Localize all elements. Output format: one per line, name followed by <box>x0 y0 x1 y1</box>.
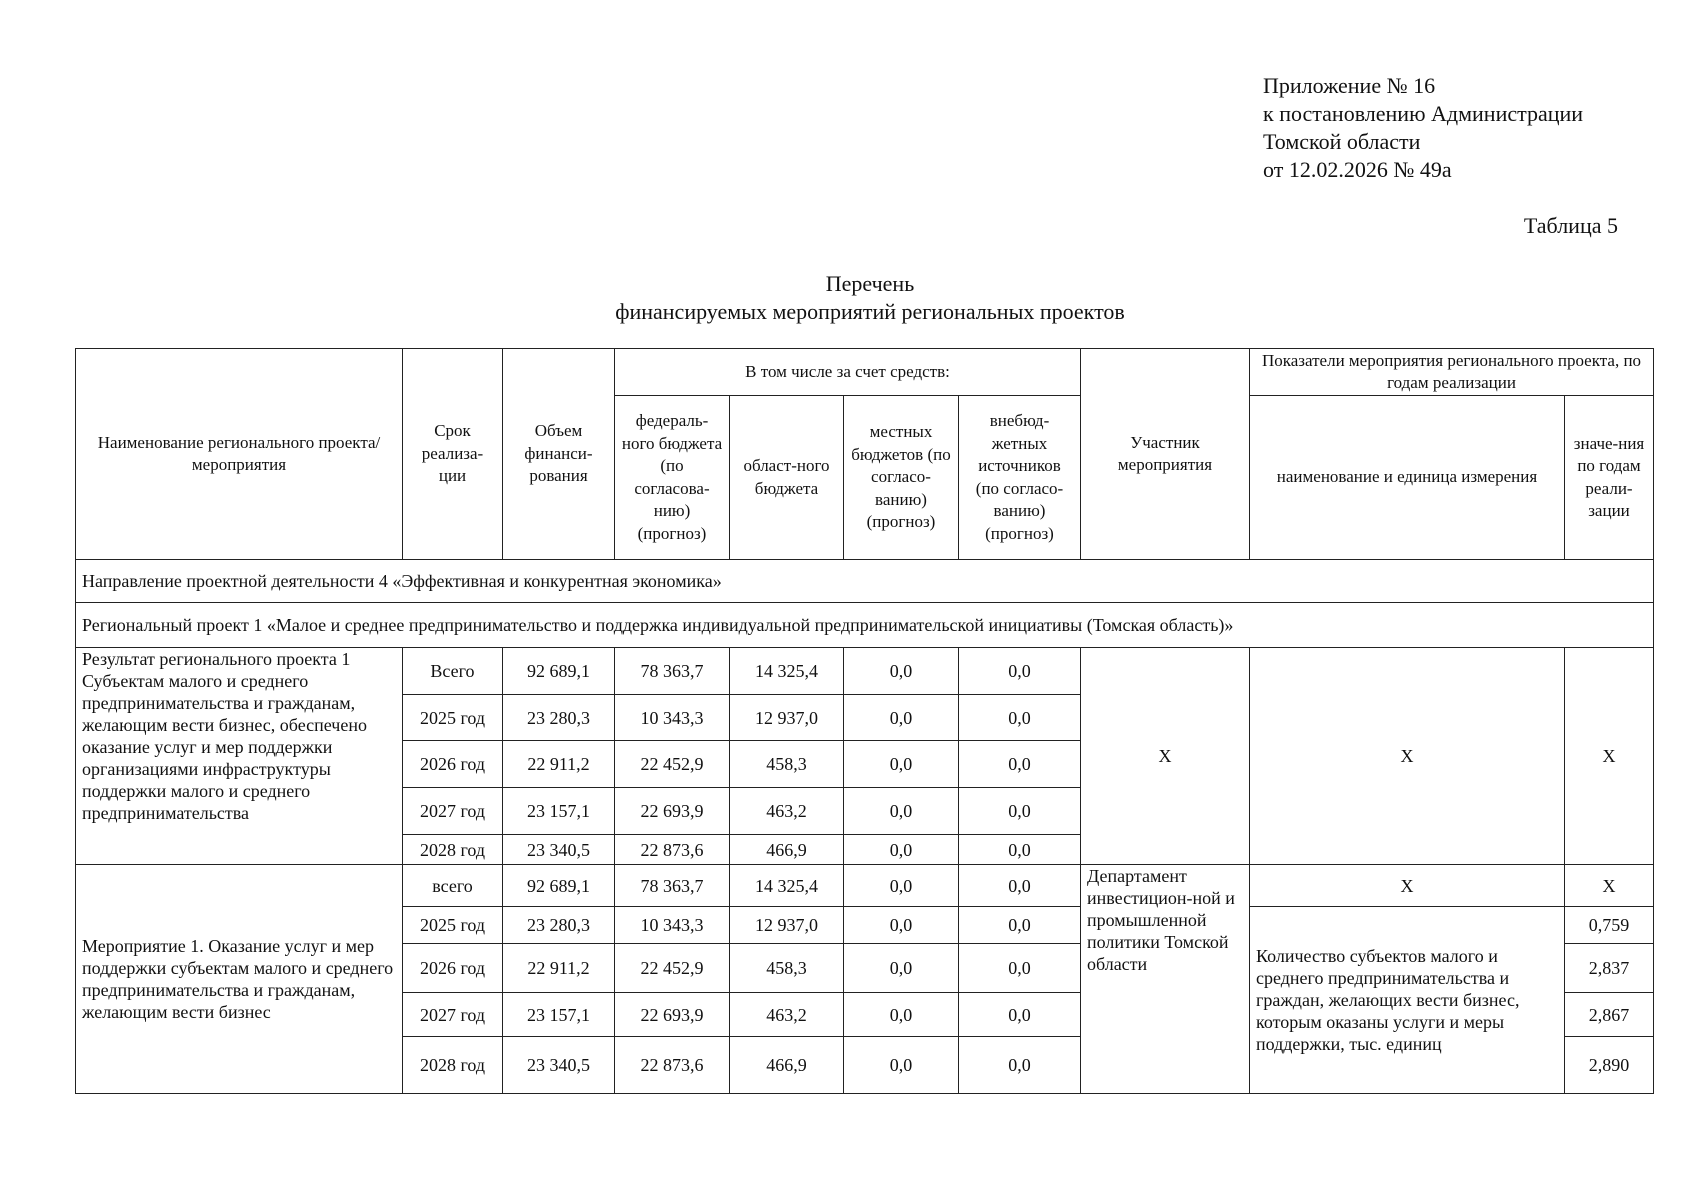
header-regional: област-ного бюджета <box>730 396 844 560</box>
extra-cell: 0,0 <box>959 835 1081 865</box>
extra-cell: 0,0 <box>959 741 1081 788</box>
attachment-block <box>1263 72 1583 184</box>
regional-cell: 12 937,0 <box>730 907 844 944</box>
measure-participant: Департамент инвестицион-ной и промышленной политики Томской области <box>1081 865 1250 1094</box>
indicator-value-cell: 2,867 <box>1565 993 1654 1037</box>
regional-cell: 14 325,4 <box>730 865 844 907</box>
term-cell: всего <box>403 865 503 907</box>
table-number: Таблица 5 <box>1523 213 1618 238</box>
federal-cell: 22 452,9 <box>615 741 730 788</box>
federal-cell: 22 873,6 <box>615 1037 730 1094</box>
header-volume: Объем финанси-рования <box>503 349 615 560</box>
indicator-value-cell: 0,759 <box>1565 907 1654 944</box>
federal-cell: 78 363,7 <box>615 865 730 907</box>
header-federal: федераль-ного бюджета (по согласова-нию) (прогноз) <box>615 396 730 560</box>
local-cell: 0,0 <box>844 648 959 695</box>
local-cell: 0,0 <box>844 741 959 788</box>
measure-indicator-name: Количество субъектов малого и среднего предпринимательства и граждан, желающих вести бизнес, которым оказаны услуги и меры поддержки, тыс. единиц <box>1250 907 1565 1094</box>
volume-cell: 23 340,5 <box>503 1037 615 1094</box>
project-row: Региональный проект 1 «Малое и среднее предпринимательство и поддержка индивидуальной предпринимательской инициативы (Томская область)» <box>76 603 1654 648</box>
federal-cell: 10 343,3 <box>615 907 730 944</box>
header-extra: внебюд-жетных источников (по согласо-ванию) (прогноз) <box>959 396 1081 560</box>
result-name: Результат регионального проекта 1 Субъектам малого и среднего предпринимательства и гражданам, желающим вести бизнес, обеспечено оказание услуг и мер поддержки организациями инфраструктуры поддержки малого и среднего предпринимательства <box>76 648 403 865</box>
local-cell: 0,0 <box>844 835 959 865</box>
local-cell: 0,0 <box>844 695 959 741</box>
federal-cell: 78 363,7 <box>615 648 730 695</box>
volume-cell: 23 340,5 <box>503 835 615 865</box>
volume-cell: 92 689,1 <box>503 648 615 695</box>
measure-name: Мероприятие 1. Оказание услуг и мер поддержки субъектам малого и среднего предпринимательства и гражданам, желающим вести бизнес <box>76 865 403 1094</box>
direction-row: Направление проектной деятельности 4 «Эффективная и конкурентная экономика» <box>76 560 1654 603</box>
local-cell: 0,0 <box>844 907 959 944</box>
term-cell: 2027 год <box>403 788 503 835</box>
header-name: Наименование регионального проекта/мероприятия <box>76 349 403 560</box>
local-cell: 0,0 <box>844 788 959 835</box>
federal-cell: 22 452,9 <box>615 944 730 993</box>
volume-cell: 23 280,3 <box>503 695 615 741</box>
regional-cell: 463,2 <box>730 788 844 835</box>
extra-cell: 0,0 <box>959 907 1081 944</box>
term-cell: 2026 год <box>403 741 503 788</box>
volume-cell: 22 911,2 <box>503 944 615 993</box>
indicator-value-cell: 2,890 <box>1565 1037 1654 1094</box>
title-line: финансируемых мероприятий региональных проектов <box>615 299 1125 324</box>
header-local: местных бюджетов (по согласо-ванию) (прогноз) <box>844 396 959 560</box>
volume-cell: 23 157,1 <box>503 788 615 835</box>
financing-table <box>75 348 1654 1094</box>
attachment-line: Томской области <box>1263 129 1421 154</box>
volume-cell: 92 689,1 <box>503 865 615 907</box>
term-cell: 2026 год <box>403 944 503 993</box>
extra-cell: 0,0 <box>959 993 1081 1037</box>
local-cell: 0,0 <box>844 993 959 1037</box>
term-cell: 2027 год <box>403 993 503 1037</box>
local-cell: 0,0 <box>844 944 959 993</box>
extra-cell: 0,0 <box>959 944 1081 993</box>
regional-cell: 458,3 <box>730 741 844 788</box>
header-indicators: Показатели мероприятия регионального проекта, по годам реализации <box>1250 349 1654 396</box>
regional-cell: 12 937,0 <box>730 695 844 741</box>
local-cell: 0,0 <box>844 865 959 907</box>
indicator-value-cell: 2,837 <box>1565 944 1654 993</box>
term-cell: 2028 год <box>403 835 503 865</box>
header-term: Срок реализа-ции <box>403 349 503 560</box>
header-indicator-name: наименование и единица измерения <box>1250 396 1565 560</box>
volume-cell: 23 157,1 <box>503 993 615 1037</box>
regional-cell: 458,3 <box>730 944 844 993</box>
federal-cell: 22 693,9 <box>615 788 730 835</box>
federal-cell: 22 873,6 <box>615 835 730 865</box>
result-indicator-name: Х <box>1250 648 1565 865</box>
document-title <box>0 270 1698 326</box>
attachment-line: Приложение № 16 <box>1263 73 1436 98</box>
term-cell: 2028 год <box>403 1037 503 1094</box>
term-cell: 2025 год <box>403 695 503 741</box>
volume-cell: 22 911,2 <box>503 741 615 788</box>
extra-cell: 0,0 <box>959 865 1081 907</box>
title-line: Перечень <box>825 271 915 296</box>
regional-cell: 463,2 <box>730 993 844 1037</box>
extra-cell: 0,0 <box>959 648 1081 695</box>
attachment-line: к постановлению Администрации <box>1263 101 1584 126</box>
header-indicator-values: значе-ния по годам реали-зации <box>1565 396 1654 560</box>
extra-cell: 0,0 <box>959 1037 1081 1094</box>
result-indicator-value: Х <box>1565 648 1654 865</box>
header-participant: Участник мероприятия <box>1081 349 1250 560</box>
extra-cell: 0,0 <box>959 788 1081 835</box>
table-row <box>76 648 1654 695</box>
regional-cell: 466,9 <box>730 835 844 865</box>
measure-indicator-total-name: Х <box>1250 865 1565 907</box>
federal-cell: 22 693,9 <box>615 993 730 1037</box>
regional-cell: 14 325,4 <box>730 648 844 695</box>
table-row <box>76 865 1654 907</box>
local-cell: 0,0 <box>844 1037 959 1094</box>
term-cell: Всего <box>403 648 503 695</box>
federal-cell: 10 343,3 <box>615 695 730 741</box>
volume-cell: 23 280,3 <box>503 907 615 944</box>
attachment-line: от 12.02.2026 № 49а <box>1263 157 1452 182</box>
term-cell: 2025 год <box>403 907 503 944</box>
extra-cell: 0,0 <box>959 695 1081 741</box>
header-including: В том числе за счет средств: <box>615 349 1081 396</box>
regional-cell: 466,9 <box>730 1037 844 1094</box>
result-participant: Х <box>1081 648 1250 865</box>
measure-indicator-total-value: Х <box>1565 865 1654 907</box>
